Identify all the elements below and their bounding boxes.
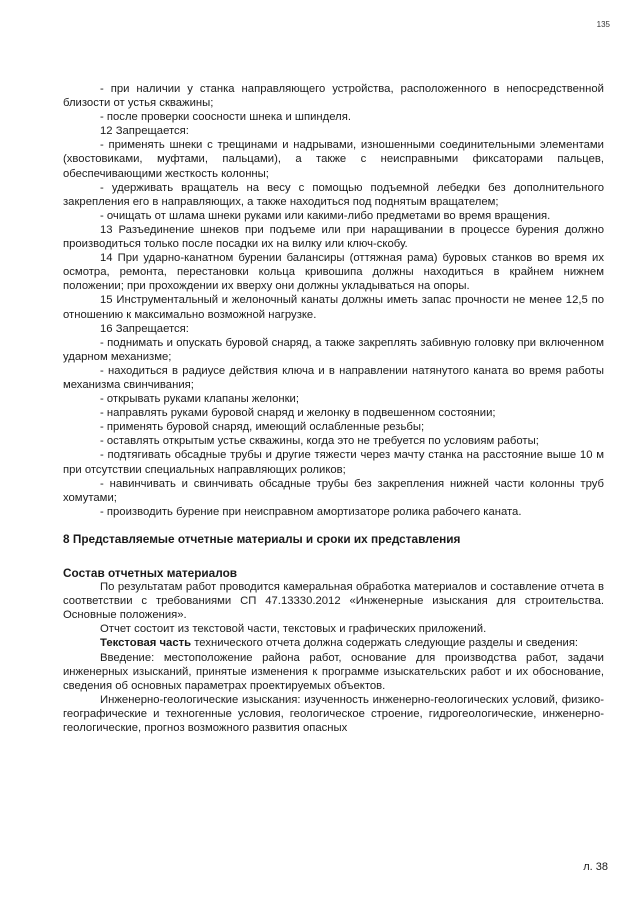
paragraph: Инженерно-геологические изыскания: изученность инженерно-геологических условий, физико-географические и техногенные условия, геологическое строение, гидрогеологические, инженерно-геологические, прогноз возможного развития опасных xyxy=(63,693,604,735)
footer-page-number: л. 38 xyxy=(583,861,608,873)
paragraph: - применять буровой снаряд, имеющий ослабленные резьбы; xyxy=(100,421,425,434)
paragraph: 15 Инструментальный и желоночный канаты должны иметь запас прочности не менее 12,5 по отношению к максимально возможной нагрузке. xyxy=(63,294,604,321)
paragraph: - удерживать вращатель на весу с помощью подъемной лебедки без дополнительного закрепления его в направляющих, а также находиться под поднятым вращателем; xyxy=(63,181,604,208)
paragraph: - после проверки соосности шнека и шпинделя. xyxy=(100,111,351,124)
paragraph: - навинчивать и свинчивать обсадные трубы без закрепления нижней части колонны труб хомутами; xyxy=(63,477,604,504)
paragraph: - направлять руками буровой снаряд и желонку в подвешенном состоянии; xyxy=(100,407,496,420)
paragraph: - применять шнеки с трещинами и надрывами, изношенными соединительными элементами (хвостовиками, муфтами, пальцами), а также с неисправными фиксаторами пальцев, обеспечивающими жесткость колонны; xyxy=(63,139,604,180)
subheading: Состав отчетных материалов xyxy=(63,566,238,580)
text-part-rest: технического отчета должна содержать следующие разделы и сведения: xyxy=(191,637,579,650)
paragraph: 16 Запрещается: xyxy=(100,322,189,335)
section-heading: 8 Представляемые отчетные материалы и сроки их представления xyxy=(63,531,461,546)
paragraph: - открывать руками клапаны желонки; xyxy=(100,393,299,406)
paragraph: Отчет состоит из текстовой части, текстовых и графических приложений. xyxy=(100,623,487,636)
paragraph: - оставлять открытым устье скважины, когда это не требуется по условиям работы; xyxy=(100,435,539,448)
paragraph: Введение: местоположение района работ, основание для производства работ, задачи инженерных изысканий, принятые изменения к программе изыскательских работ и их обоснование, сведения об основных параметрах проектируемых объектов. xyxy=(63,651,604,692)
paragraph: - подтягивать обсадные трубы и другие тяжести через мачту станка на расстояние выше 10 м при отсутствии специальных направляющих роликов; xyxy=(63,449,604,476)
document-body xyxy=(63,82,604,735)
paragraph: - при наличии у станка направляющего устройства, расположенного в непосредственной близости от устья скважины; xyxy=(63,83,604,110)
paragraph: По результатам работ проводится камеральная обработка материалов и составление отчета в соответствии с требованиями СП 47.13330.2012 «Инженерные изыскания для строительства. Основные положения». xyxy=(63,581,604,622)
page-number-top: 135 xyxy=(596,20,610,29)
paragraph: - находиться в радиусе действия ключа и в направлении натянутого каната во время работы механизма свинчивания; xyxy=(63,364,604,391)
paragraph: 12 Запрещается: xyxy=(100,125,189,138)
paragraph: 14 При ударно-канатном бурении балансиры (оттяжная рама) буровых станков во время их осмотра, ремонта, перестановки кольца кривошипа должны находиться в крайнем нижнем положении; при прохождении их вверху они должны укладываться на опоры. xyxy=(63,252,604,293)
text-part-label: Текстовая часть xyxy=(100,637,192,650)
paragraph: - производить бурение при неисправном амортизаторе ролика рабочего каната. xyxy=(100,505,522,518)
paragraph-text-part xyxy=(63,636,604,650)
paragraph: - поднимать и опускать буровой снаряд, а также закреплять забивную головку при включенном ударном механизме; xyxy=(63,336,604,363)
paragraph: 13 Разъединение шнеков при подъеме или при наращивании в процессе бурения должно производиться только после посадки их на вилку или ключ-скобу. xyxy=(63,223,604,251)
paragraph: - очищать от шлама шнеки руками или какими-либо предметами во время вращения. xyxy=(100,209,551,222)
